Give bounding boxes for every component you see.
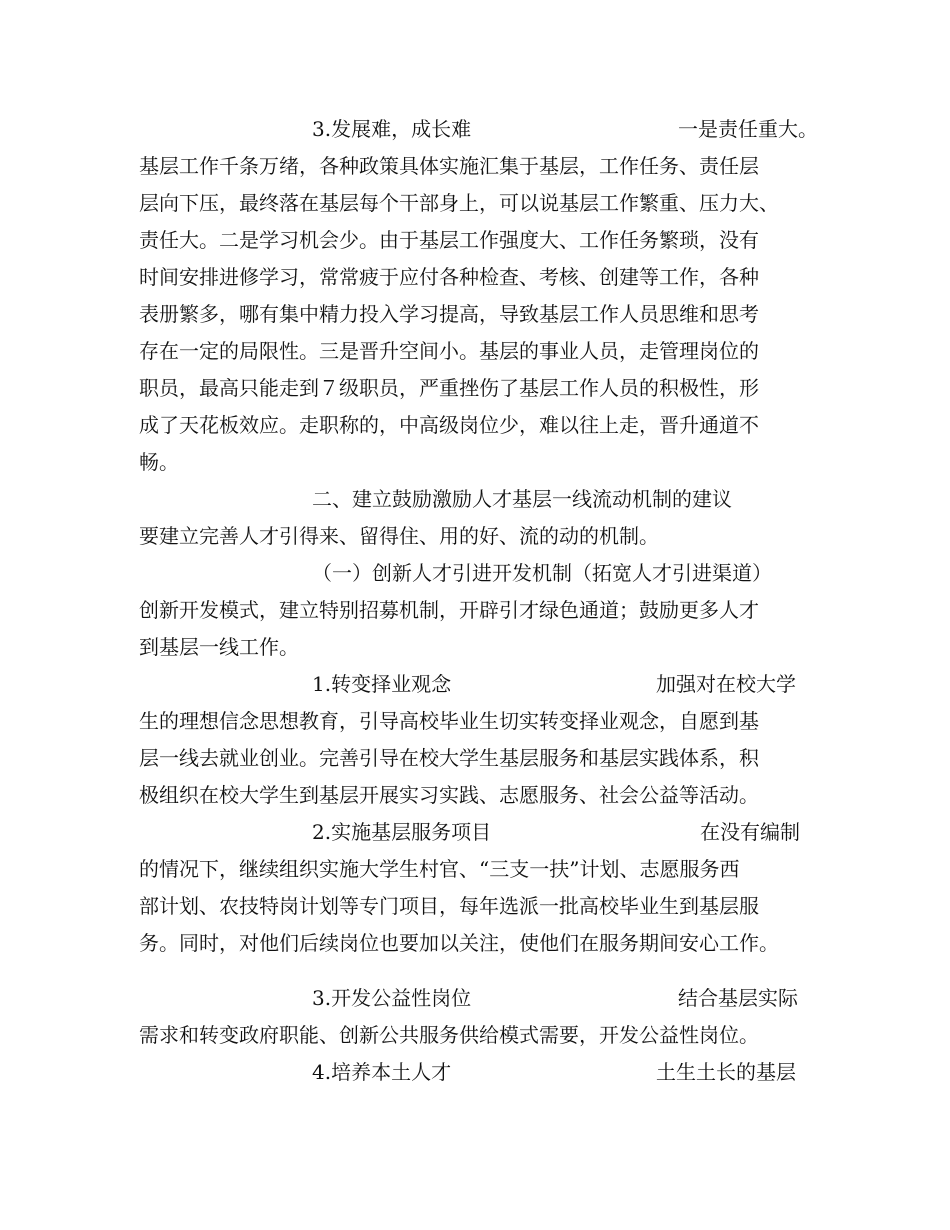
paragraph-line: 畅。 <box>139 450 179 474</box>
paragraph-line: 创新开发模式，建立特别招募机制，开辟引才绿色通道；鼓励更多人才 <box>139 598 759 622</box>
paragraph-line: 极组织在校大学生到基层开展实习实践、志愿服务、社会公益等活动。 <box>139 783 759 807</box>
paragraph-line: 的情况下，继续组织实施大学生村官、“三支一扶”计划、志愿服务西 <box>139 857 740 881</box>
paragraph-line: 层一线去就业创业。完善引导在校大学生基层服务和基层实践体系，积 <box>139 746 759 770</box>
paragraph-line: 成了天花板效应。走职称的，中高级岗位少，难以往上走，晋升通道不 <box>139 413 759 437</box>
paragraph-line: 务。同时，对他们后续岗位也要加以关注，使他们在服务期间安心工作。 <box>139 931 779 955</box>
section-heading: 3.开发公益性岗位 <box>312 986 472 1010</box>
paragraph-line: 责任大。二是学习机会少。由于基层工作强度大、工作任务繁琐，没有 <box>139 228 759 252</box>
section-heading: 1.转变择业观念 <box>312 672 452 696</box>
paragraph-line: 职员，最高只能走到７级职员，严重挫伤了基层工作人员的积极性，形 <box>139 376 759 400</box>
paragraph-line: 基层工作千条万绪，各种政策具体实施汇集于基层，工作任务、责任层 <box>139 154 759 178</box>
paragraph-line: 到基层一线工作。 <box>139 635 299 659</box>
section-heading: 2.实施基层服务项目 <box>312 820 492 844</box>
paragraph-lead: 加强对在校大学 <box>656 672 796 696</box>
paragraph-lead: 在没有编制 <box>700 820 800 844</box>
section-heading: 二、建立鼓励激励人才基层一线流动机制的建议 <box>312 487 732 511</box>
paragraph-lead: 结合基层实际 <box>678 986 798 1010</box>
section-heading: （一）创新人才引进开发机制（拓宽人才引进渠道） <box>312 561 772 585</box>
paragraph-line: 存在一定的局限性。三是晋升空间小。基层的事业人员，走管理岗位的 <box>139 339 759 363</box>
paragraph-line: 层向下压，最终落在基层每个干部身上，可以说基层工作繁重、压力大、 <box>139 191 779 215</box>
paragraph-lead: 一是责任重大。 <box>678 117 818 141</box>
paragraph-line: 时间安排进修学习，常常疲于应付各种检查、考核、创建等工作，各种 <box>139 265 759 289</box>
section-heading: 3.发展难，成长难 <box>312 117 472 141</box>
paragraph-line: 生的理想信念思想教育，引导高校毕业生切实转变择业观念，自愿到基 <box>139 709 759 733</box>
paragraph-line: 需求和转变政府职能、创新公共服务供给模式需要，开发公益性岗位。 <box>139 1023 759 1047</box>
paragraph-line: 要建立完善人才引得来、留得住、用的好、流的动的机制。 <box>139 524 659 548</box>
paragraph-line: 部计划、农技特岗计划等专门项目，每年选派一批高校毕业生到基层服 <box>139 894 759 918</box>
section-heading: 4.培养本土人才 <box>312 1060 452 1084</box>
paragraph-line: 表册繁多，哪有集中精力投入学习提高，导致基层工作人员思维和思考 <box>139 302 759 326</box>
paragraph-lead: 土生土长的基层 <box>656 1060 796 1084</box>
